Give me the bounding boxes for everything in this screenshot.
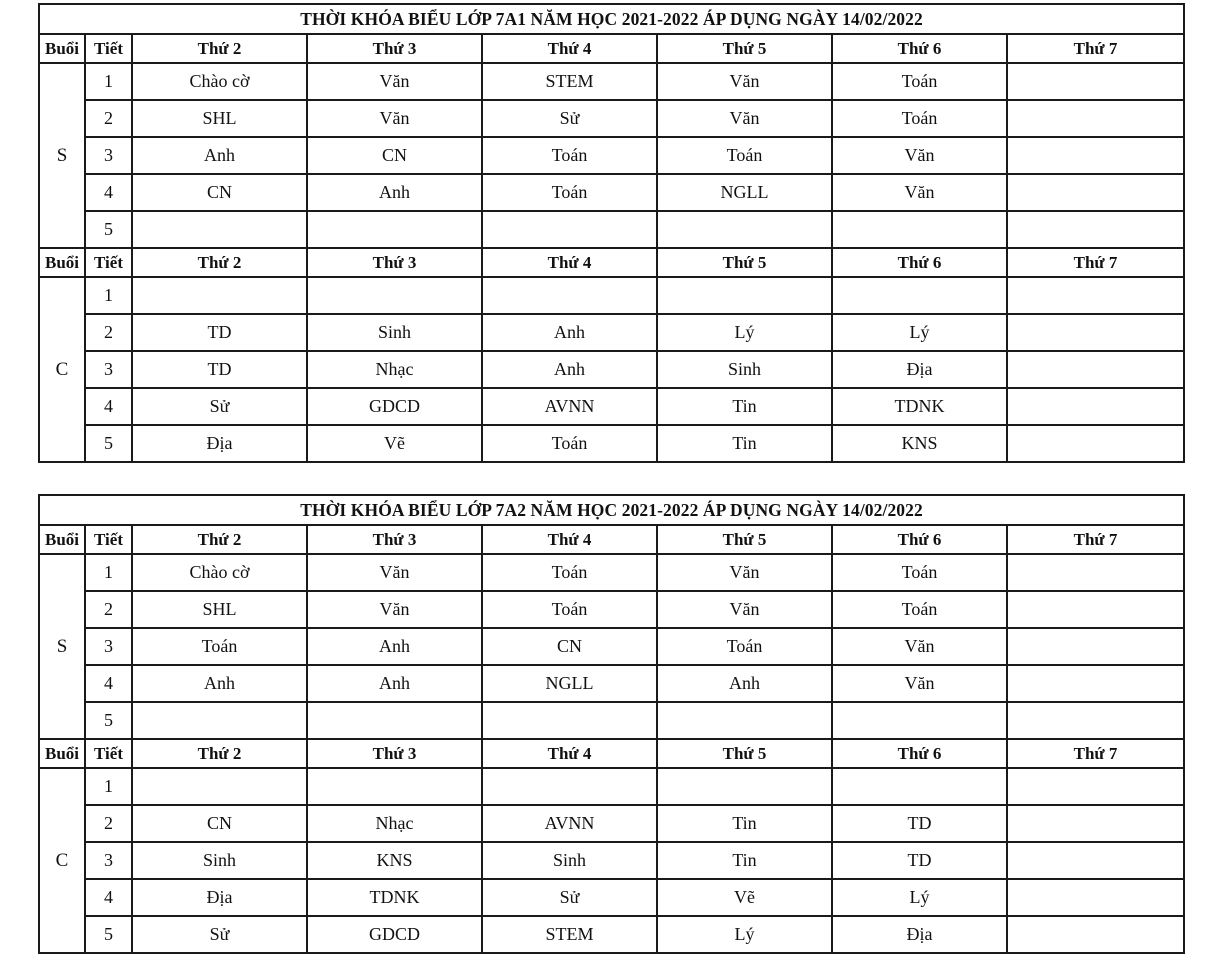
subject-cell bbox=[1007, 702, 1184, 739]
subject-cell bbox=[1007, 665, 1184, 702]
subject-cell bbox=[1007, 277, 1184, 314]
subject-cell bbox=[1007, 916, 1184, 953]
subject-cell: Tin bbox=[657, 425, 832, 462]
subject-cell bbox=[482, 768, 657, 805]
period-number: 2 bbox=[85, 591, 132, 628]
subject-cell bbox=[1007, 63, 1184, 100]
subject-cell bbox=[1007, 388, 1184, 425]
timetable-7a1 bbox=[38, 3, 1185, 463]
table-row bbox=[39, 351, 1184, 388]
subject-cell: NGLL bbox=[657, 174, 832, 211]
session-label: C bbox=[39, 277, 85, 462]
column-header: Thứ 7 bbox=[1007, 34, 1184, 63]
subject-cell bbox=[1007, 174, 1184, 211]
subject-cell: Anh bbox=[132, 665, 307, 702]
subject-cell bbox=[657, 768, 832, 805]
subject-cell: Văn bbox=[657, 554, 832, 591]
subject-cell: Văn bbox=[657, 63, 832, 100]
subject-cell: Văn bbox=[307, 100, 482, 137]
header-row bbox=[39, 34, 1184, 63]
column-header: Thứ 3 bbox=[307, 34, 482, 63]
subject-cell: Anh bbox=[657, 665, 832, 702]
subject-cell: SHL bbox=[132, 591, 307, 628]
subject-cell bbox=[832, 702, 1007, 739]
table-row bbox=[39, 63, 1184, 100]
subject-cell: Toán bbox=[482, 591, 657, 628]
period-number: 5 bbox=[85, 916, 132, 953]
period-number: 4 bbox=[85, 879, 132, 916]
column-header: Thứ 3 bbox=[307, 739, 482, 768]
subject-cell: Sinh bbox=[482, 842, 657, 879]
table-row bbox=[39, 805, 1184, 842]
table-row bbox=[39, 425, 1184, 462]
column-header: Thứ 4 bbox=[482, 248, 657, 277]
subject-cell bbox=[832, 211, 1007, 248]
subject-cell: Toán bbox=[482, 137, 657, 174]
subject-cell bbox=[1007, 805, 1184, 842]
subject-cell: Sinh bbox=[657, 351, 832, 388]
column-header: Thứ 3 bbox=[307, 248, 482, 277]
subject-cell: Sử bbox=[132, 916, 307, 953]
column-header: Thứ 2 bbox=[132, 248, 307, 277]
period-number: 2 bbox=[85, 100, 132, 137]
subject-cell: Sử bbox=[482, 100, 657, 137]
period-number: 3 bbox=[85, 351, 132, 388]
subject-cell bbox=[1007, 879, 1184, 916]
subject-cell bbox=[1007, 768, 1184, 805]
subject-cell: TD bbox=[832, 805, 1007, 842]
subject-cell: Văn bbox=[832, 628, 1007, 665]
column-header: Thứ 2 bbox=[132, 739, 307, 768]
period-number: 1 bbox=[85, 277, 132, 314]
table-row bbox=[39, 591, 1184, 628]
subject-cell: Địa bbox=[832, 916, 1007, 953]
period-number: 2 bbox=[85, 805, 132, 842]
subject-cell bbox=[1007, 211, 1184, 248]
column-header: Tiết bbox=[85, 525, 132, 554]
subject-cell: Anh bbox=[132, 137, 307, 174]
subject-cell: Anh bbox=[307, 628, 482, 665]
subject-cell bbox=[307, 702, 482, 739]
subject-cell bbox=[657, 702, 832, 739]
timetable-title: THỜI KHÓA BIỂU LỚP 7A1 NĂM HỌC 2021-2022 ÁP DỤNG NGÀY 14/02/2022 bbox=[39, 4, 1184, 34]
table-row bbox=[39, 665, 1184, 702]
period-number: 4 bbox=[85, 388, 132, 425]
subject-cell: Vẽ bbox=[657, 879, 832, 916]
subject-cell: STEM bbox=[482, 916, 657, 953]
subject-cell: Chào cờ bbox=[132, 63, 307, 100]
column-header: Thứ 4 bbox=[482, 34, 657, 63]
subject-cell: Lý bbox=[832, 879, 1007, 916]
subject-cell: GDCD bbox=[307, 916, 482, 953]
subject-cell: Toán bbox=[132, 628, 307, 665]
subject-cell: AVNN bbox=[482, 388, 657, 425]
column-header: Thứ 5 bbox=[657, 525, 832, 554]
session-label: C bbox=[39, 768, 85, 953]
subject-cell: Lý bbox=[657, 314, 832, 351]
subject-cell: Sinh bbox=[132, 842, 307, 879]
table-row bbox=[39, 277, 1184, 314]
column-header: Thứ 4 bbox=[482, 525, 657, 554]
subject-cell: Toán bbox=[832, 554, 1007, 591]
period-number: 5 bbox=[85, 702, 132, 739]
subject-cell bbox=[657, 211, 832, 248]
subject-cell: Tin bbox=[657, 842, 832, 879]
subject-cell: Tin bbox=[657, 805, 832, 842]
subject-cell: TD bbox=[132, 351, 307, 388]
subject-cell: Địa bbox=[132, 425, 307, 462]
subject-cell: TDNK bbox=[307, 879, 482, 916]
subject-cell: Toán bbox=[832, 591, 1007, 628]
header-row bbox=[39, 739, 1184, 768]
subject-cell: SHL bbox=[132, 100, 307, 137]
period-number: 5 bbox=[85, 425, 132, 462]
column-header: Buổi bbox=[39, 525, 85, 554]
subject-cell bbox=[307, 211, 482, 248]
subject-cell bbox=[307, 277, 482, 314]
subject-cell: TD bbox=[832, 842, 1007, 879]
subject-cell: Văn bbox=[657, 591, 832, 628]
column-header: Thứ 6 bbox=[832, 34, 1007, 63]
column-header: Tiết bbox=[85, 34, 132, 63]
subject-cell: Văn bbox=[307, 591, 482, 628]
table-row bbox=[39, 174, 1184, 211]
subject-cell: CN bbox=[132, 174, 307, 211]
column-header: Thứ 6 bbox=[832, 739, 1007, 768]
subject-cell: Tin bbox=[657, 388, 832, 425]
period-number: 1 bbox=[85, 63, 132, 100]
subject-cell: Anh bbox=[482, 314, 657, 351]
column-header: Thứ 5 bbox=[657, 248, 832, 277]
subject-cell: Văn bbox=[307, 554, 482, 591]
subject-cell: Toán bbox=[482, 425, 657, 462]
subject-cell bbox=[132, 702, 307, 739]
period-number: 3 bbox=[85, 842, 132, 879]
subject-cell: Sử bbox=[482, 879, 657, 916]
period-number: 2 bbox=[85, 314, 132, 351]
column-header: Thứ 5 bbox=[657, 739, 832, 768]
subject-cell bbox=[482, 277, 657, 314]
subject-cell bbox=[1007, 842, 1184, 879]
header-row bbox=[39, 248, 1184, 277]
subject-cell bbox=[482, 702, 657, 739]
subject-cell: Địa bbox=[832, 351, 1007, 388]
subject-cell: Anh bbox=[482, 351, 657, 388]
column-header: Buổi bbox=[39, 739, 85, 768]
subject-cell bbox=[1007, 100, 1184, 137]
subject-cell: Nhạc bbox=[307, 805, 482, 842]
subject-cell: Toán bbox=[657, 628, 832, 665]
column-header: Buổi bbox=[39, 248, 85, 277]
subject-cell: TDNK bbox=[832, 388, 1007, 425]
subject-cell: Anh bbox=[307, 665, 482, 702]
subject-cell bbox=[132, 211, 307, 248]
subject-cell: Toán bbox=[832, 63, 1007, 100]
timetable-7a2 bbox=[38, 494, 1185, 954]
period-number: 3 bbox=[85, 628, 132, 665]
subject-cell: Văn bbox=[832, 137, 1007, 174]
subject-cell: Toán bbox=[482, 174, 657, 211]
table-row bbox=[39, 388, 1184, 425]
table-row bbox=[39, 879, 1184, 916]
column-header: Thứ 7 bbox=[1007, 739, 1184, 768]
session-label: S bbox=[39, 63, 85, 248]
subject-cell: TD bbox=[132, 314, 307, 351]
subject-cell bbox=[657, 277, 832, 314]
subject-cell bbox=[1007, 351, 1184, 388]
table-row bbox=[39, 137, 1184, 174]
subject-cell: KNS bbox=[832, 425, 1007, 462]
subject-cell bbox=[132, 277, 307, 314]
subject-cell: Văn bbox=[832, 174, 1007, 211]
column-header: Buổi bbox=[39, 34, 85, 63]
subject-cell bbox=[832, 768, 1007, 805]
column-header: Thứ 2 bbox=[132, 34, 307, 63]
table-row bbox=[39, 211, 1184, 248]
subject-cell: Toán bbox=[657, 137, 832, 174]
column-header: Thứ 5 bbox=[657, 34, 832, 63]
subject-cell bbox=[1007, 314, 1184, 351]
subject-cell: Văn bbox=[307, 63, 482, 100]
subject-cell: Nhạc bbox=[307, 351, 482, 388]
subject-cell: Văn bbox=[657, 100, 832, 137]
session-label: S bbox=[39, 554, 85, 739]
subject-cell: Anh bbox=[307, 174, 482, 211]
column-header: Thứ 4 bbox=[482, 739, 657, 768]
table-row bbox=[39, 702, 1184, 739]
subject-cell bbox=[132, 768, 307, 805]
column-header: Thứ 7 bbox=[1007, 525, 1184, 554]
subject-cell: Lý bbox=[832, 314, 1007, 351]
column-header: Thứ 2 bbox=[132, 525, 307, 554]
subject-cell bbox=[832, 277, 1007, 314]
header-row bbox=[39, 525, 1184, 554]
period-number: 4 bbox=[85, 665, 132, 702]
subject-cell bbox=[1007, 425, 1184, 462]
subject-cell: GDCD bbox=[307, 388, 482, 425]
table-row bbox=[39, 916, 1184, 953]
column-header: Thứ 7 bbox=[1007, 248, 1184, 277]
subject-cell bbox=[1007, 591, 1184, 628]
subject-cell: STEM bbox=[482, 63, 657, 100]
subject-cell: Lý bbox=[657, 916, 832, 953]
subject-cell: KNS bbox=[307, 842, 482, 879]
subject-cell: Địa bbox=[132, 879, 307, 916]
subject-cell: NGLL bbox=[482, 665, 657, 702]
subject-cell: Văn bbox=[832, 665, 1007, 702]
table-row bbox=[39, 314, 1184, 351]
subject-cell: AVNN bbox=[482, 805, 657, 842]
column-header: Thứ 6 bbox=[832, 248, 1007, 277]
timetable-title: THỜI KHÓA BIỂU LỚP 7A2 NĂM HỌC 2021-2022 ÁP DỤNG NGÀY 14/02/2022 bbox=[39, 495, 1184, 525]
period-number: 5 bbox=[85, 211, 132, 248]
subject-cell bbox=[307, 768, 482, 805]
period-number: 3 bbox=[85, 137, 132, 174]
subject-cell: CN bbox=[307, 137, 482, 174]
subject-cell: Sinh bbox=[307, 314, 482, 351]
period-number: 1 bbox=[85, 554, 132, 591]
table-row bbox=[39, 842, 1184, 879]
subject-cell: Toán bbox=[482, 554, 657, 591]
table-row bbox=[39, 554, 1184, 591]
period-number: 4 bbox=[85, 174, 132, 211]
subject-cell bbox=[482, 211, 657, 248]
subject-cell bbox=[1007, 554, 1184, 591]
table-row bbox=[39, 628, 1184, 665]
table-row bbox=[39, 100, 1184, 137]
subject-cell: Chào cờ bbox=[132, 554, 307, 591]
column-header: Tiết bbox=[85, 248, 132, 277]
subject-cell bbox=[1007, 137, 1184, 174]
subject-cell: Sử bbox=[132, 388, 307, 425]
column-header: Tiết bbox=[85, 739, 132, 768]
period-number: 1 bbox=[85, 768, 132, 805]
column-header: Thứ 6 bbox=[832, 525, 1007, 554]
column-header: Thứ 3 bbox=[307, 525, 482, 554]
subject-cell: Toán bbox=[832, 100, 1007, 137]
table-row bbox=[39, 768, 1184, 805]
subject-cell: CN bbox=[132, 805, 307, 842]
subject-cell: CN bbox=[482, 628, 657, 665]
subject-cell bbox=[1007, 628, 1184, 665]
subject-cell: Vẽ bbox=[307, 425, 482, 462]
